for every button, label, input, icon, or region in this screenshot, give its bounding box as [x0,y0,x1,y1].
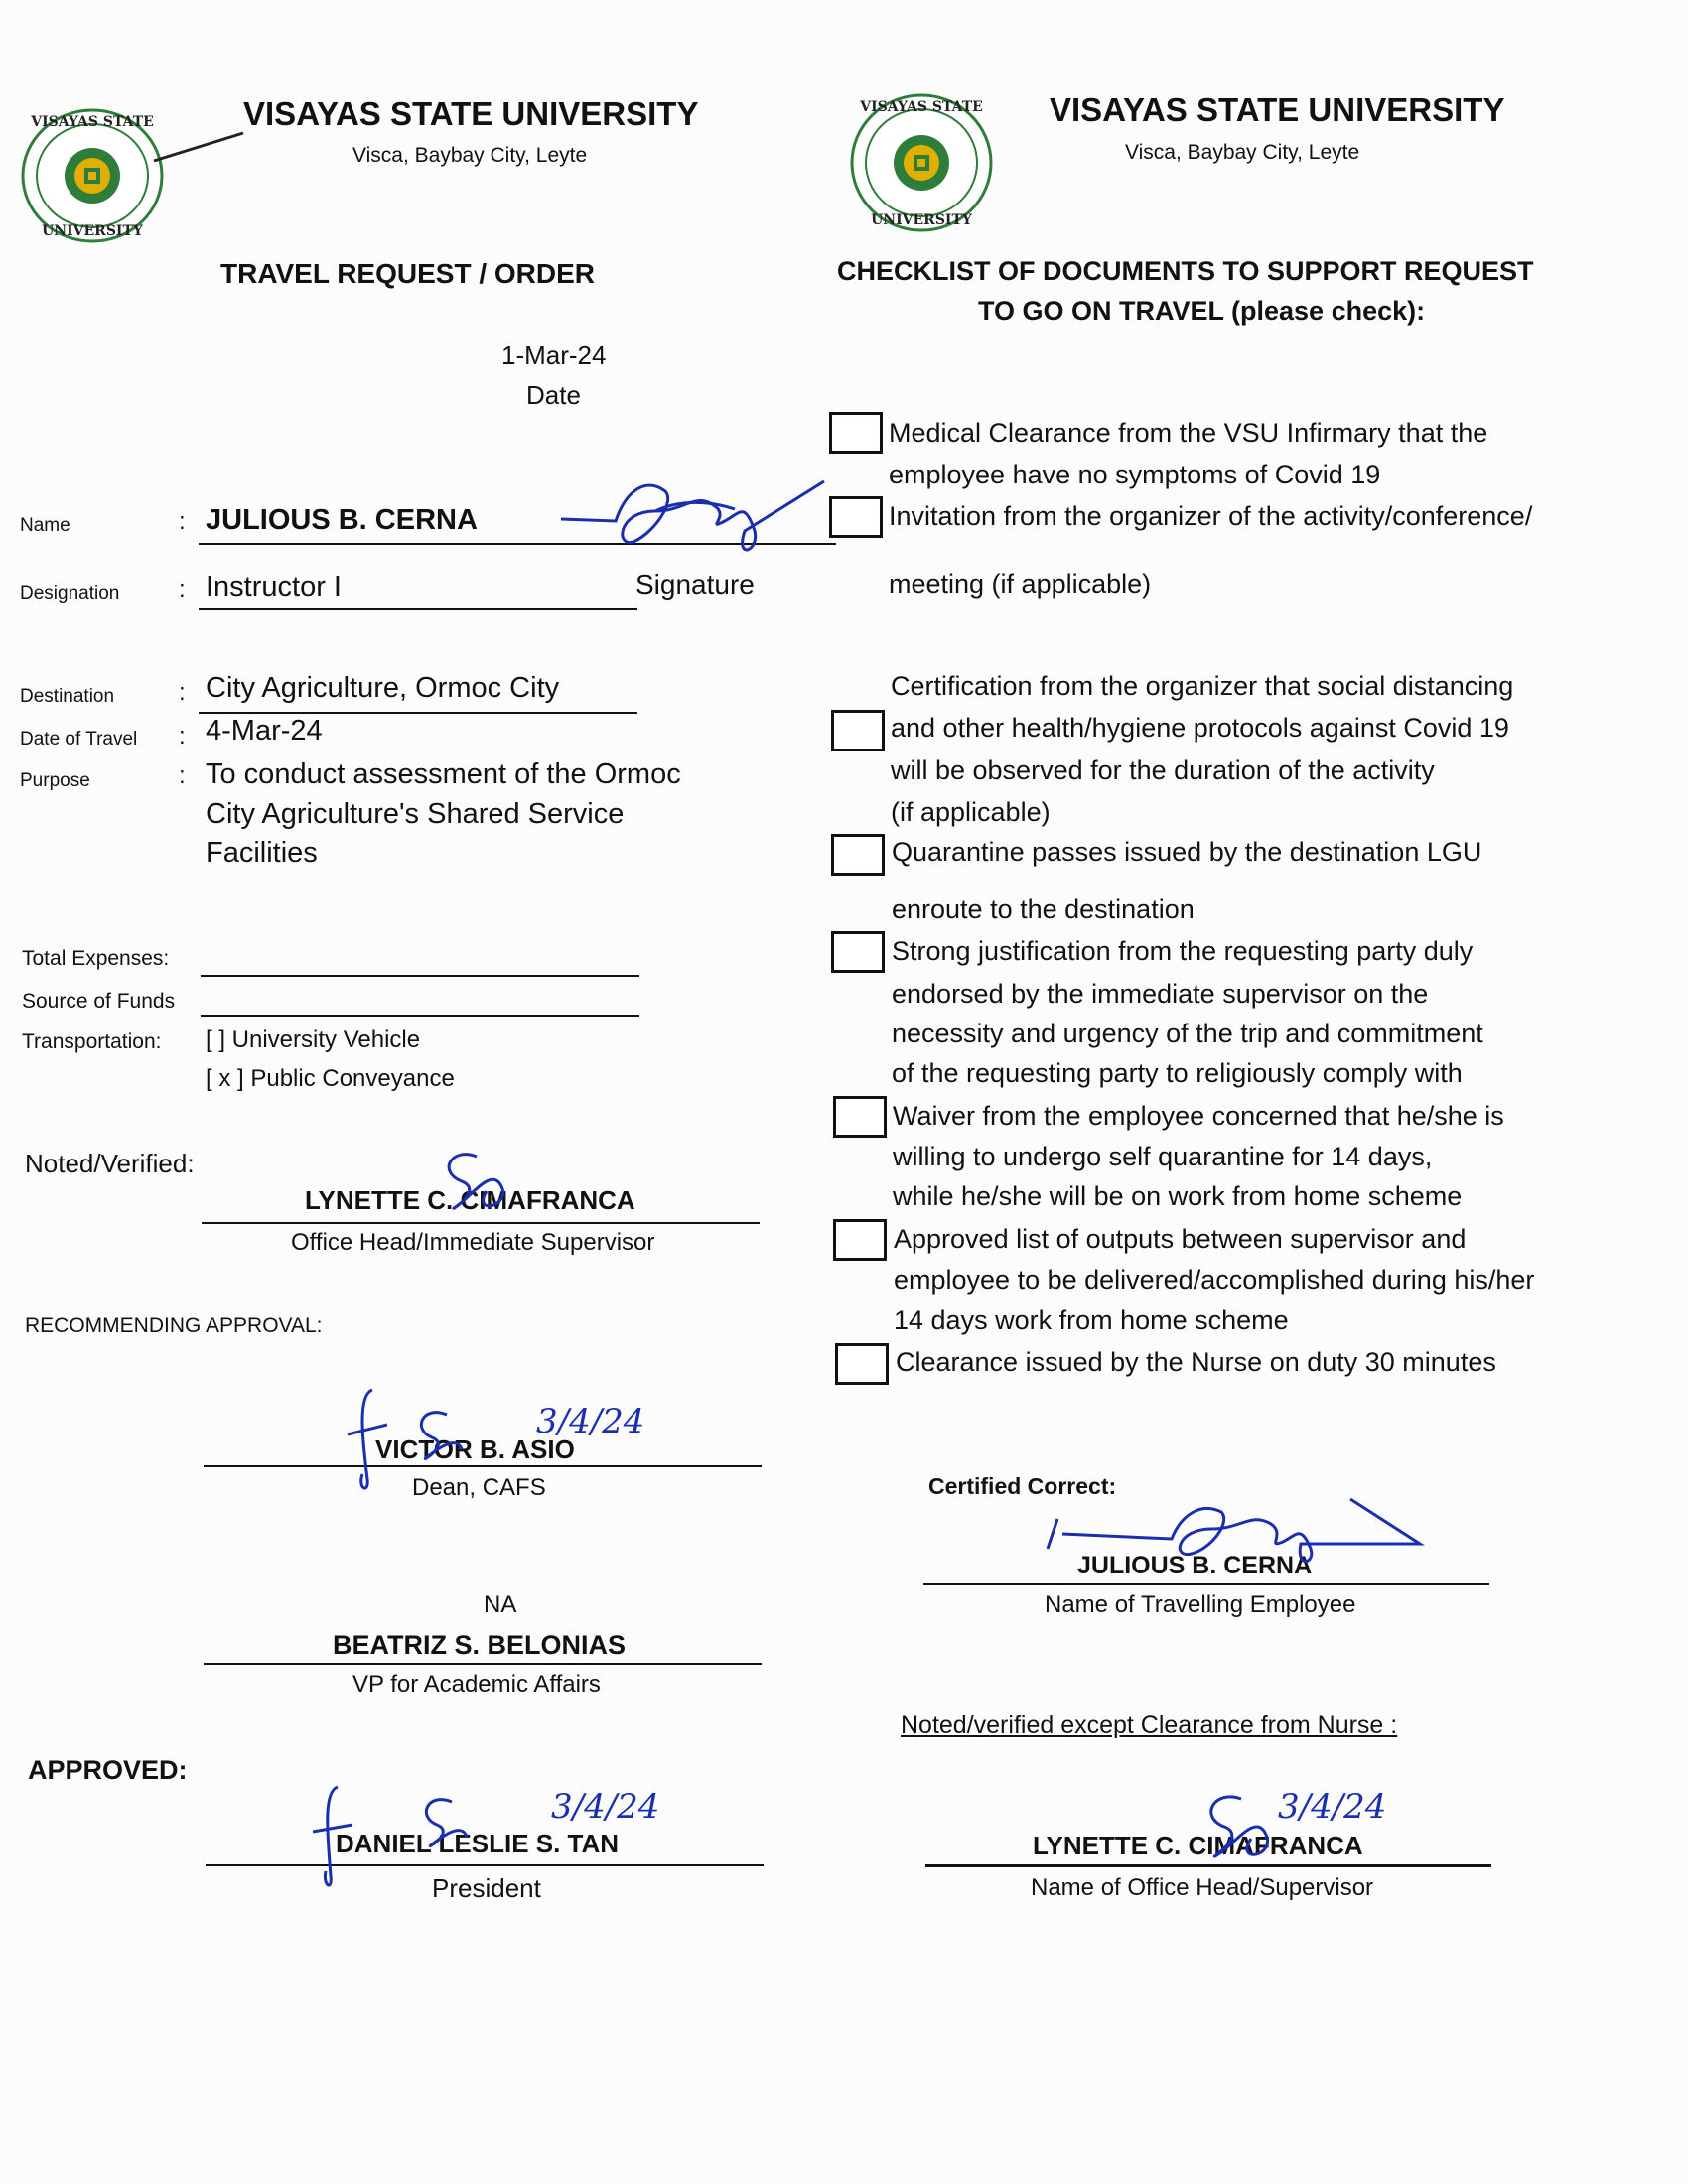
request-date-label: Date [526,380,581,410]
destination-label: Destination [20,686,115,707]
university-address: Visca, Baybay City, Leyte [352,144,588,167]
employee-role: Name of Travelling Employee [1045,1591,1356,1618]
designation-underline [199,608,637,610]
vp-signature-line [204,1663,762,1665]
purpose-line-2: City Agriculture's Shared Service [206,798,625,830]
signature-label: Signature [635,569,755,600]
checkbox-approved-outputs[interactable] [833,1219,887,1261]
checklist-item-text: meeting (if applicable) [889,569,1152,599]
noted-except-nurse-label: Noted/verified except Clearance from Nurse : [901,1711,1398,1739]
checklist-title-line-2: TO GO ON TRAVEL (please check): [978,296,1426,326]
designation-label: Designation [20,583,120,604]
checklist-item-text: endorsed by the immediate supervisor on the [892,979,1429,1009]
svg-text:UNIVERSITY: UNIVERSITY [42,223,143,239]
purpose-line-3: Facilities [206,837,318,869]
colon: : [179,679,186,706]
name-label: Name [20,515,70,536]
checklist-item-text: Invitation from the organizer of the activity/conference/ [889,501,1533,531]
president-signature-date: 3/4/24 [551,1787,660,1827]
president-signature-line [206,1864,764,1866]
checkbox-medical-clearance[interactable] [829,412,883,454]
vp-name: BEATRIZ S. BELONIAS [333,1630,627,1660]
handwritten-initials [1187,1787,1286,1876]
handwritten-signature [338,1380,477,1499]
checkbox-nurse-clearance[interactable] [835,1343,889,1385]
checklist-item-text: Clearance issued by the Nurse on duty 30 minutes [896,1347,1496,1377]
office-head-signature-date: 3/4/24 [1278,1787,1387,1827]
checklist-item-text: Certification from the organizer that social distancing [891,671,1514,701]
total-expenses-label: Total Expenses: [22,947,170,970]
supervisor-role: Office Head/Immediate Supervisor [291,1229,655,1256]
handwritten-signature [298,1777,477,1896]
total-expenses-line [201,975,639,977]
checklist-item-text: (if applicable) [891,797,1051,827]
handwritten-signature [556,472,834,571]
checklist-item-text: Medical Clearance from the VSU Infirmary that the [889,418,1488,448]
svg-text:UNIVERSITY: UNIVERSITY [871,212,972,228]
transportation-label: Transportation: [22,1030,162,1053]
purpose-line-1: To conduct assessment of the Ormoc [206,758,681,790]
dean-role: Dean, CAFS [412,1474,546,1501]
certified-correct-label: Certified Correct: [928,1473,1117,1499]
university-name: VISAYAS STATE UNIVERSITY [243,95,699,132]
checklist-item-text: Approved list of outputs between supervisor and [894,1224,1467,1254]
checklist-item-text: of the requesting party to religiously comply with [892,1058,1463,1088]
employee-name: JULIOUS B. CERNA [1077,1552,1313,1579]
dean-signature-line [204,1465,762,1467]
checklist-title-line-1: CHECKLIST OF DOCUMENTS TO SUPPORT REQUEST [837,256,1534,286]
supervisor-name: LYNETTE C. CIMAFRANCA [305,1185,635,1215]
checklist-item-text: Quarantine passes issued by the destination LGU [892,837,1482,867]
vp-role: VP for Academic Affairs [352,1671,601,1698]
checklist-item-text: will be observed for the duration of the activity [891,755,1435,785]
dean-name: VICTOR B. ASIO [375,1434,575,1464]
svg-text:VISAYAS STATE: VISAYAS STATE [860,99,983,115]
checklist-item-text: necessity and urgency of the trip and commitment [892,1019,1483,1048]
approved-label: APPROVED: [28,1755,188,1785]
date-of-travel-label: Date of Travel [20,729,138,750]
date-of-travel-value: 4-Mar-24 [206,715,323,747]
checkbox-waiver[interactable] [833,1096,887,1138]
checkbox-strong-justification[interactable] [831,931,885,973]
checklist-item-text: and other health/hygiene protocols against Covid 19 [891,713,1509,743]
colon: : [179,723,186,750]
checklist-item-text: 14 days work from home scheme [894,1305,1289,1335]
handwritten-signature [1053,1494,1430,1573]
checklist-item-text: Waiver from the employee concerned that he/she is [893,1101,1504,1131]
president-role: President [432,1873,541,1903]
handwritten-initials [432,1147,521,1226]
purpose-label: Purpose [20,770,90,791]
svg-text:VISAYAS STATE: VISAYAS STATE [31,114,154,130]
employee-signature-line [923,1583,1489,1585]
transport-option-university-vehicle: [ ] University Vehicle [206,1026,421,1053]
recommending-approval-label: RECOMMENDING APPROVAL: [25,1314,323,1337]
university-name: VISAYAS STATE UNIVERSITY [1050,91,1505,128]
checklist-item-text: willing to undergo self quarantine for 14 days, [893,1142,1433,1171]
president-name: DANIEL LESLIE S. TAN [336,1829,620,1858]
colon: : [179,762,186,789]
checklist-item-text: employee to be delivered/accomplished during his/her [894,1265,1535,1295]
checklist-item-text: employee have no symptoms of Covid 19 [889,460,1381,489]
office-head-name: LYNETTE C. CIMAFRANCA [1033,1831,1363,1860]
checklist-item-text: while he/she will be on work from home scheme [893,1181,1463,1211]
checkbox-certification[interactable] [831,710,885,751]
destination-value: City Agriculture, Ormoc City [206,672,560,704]
source-of-funds-label: Source of Funds [22,990,176,1013]
form-title: TRAVEL REQUEST / ORDER [220,258,596,289]
pen-stroke-mark [149,129,248,169]
source-of-funds-line [201,1015,639,1017]
checklist-item-text: enroute to the destination [892,894,1195,924]
office-head-role: Name of Office Head/Supervisor [1031,1874,1374,1901]
designation-value: Instructor I [206,571,342,603]
name-value: JULIOUS B. CERNA [206,504,478,536]
colon: : [179,508,186,535]
transport-option-public-conveyance: [ x ] Public Conveyance [206,1065,455,1092]
colon: : [179,576,186,603]
checklist-item-text: Strong justification from the requesting party duly [892,936,1474,966]
checkbox-quarantine-passes[interactable] [831,834,885,876]
noted-verified-label: Noted/Verified: [25,1149,195,1178]
dean-signature-date: 3/4/24 [536,1402,645,1441]
checkbox-invitation[interactable] [829,496,883,538]
university-seal-logo [15,104,174,248]
vp-na-note: NA [484,1591,517,1618]
destination-underline [199,712,637,714]
university-seal-logo [842,89,1001,238]
request-date: 1-Mar-24 [501,341,607,370]
university-address: Visca, Baybay City, Leyte [1125,141,1360,164]
